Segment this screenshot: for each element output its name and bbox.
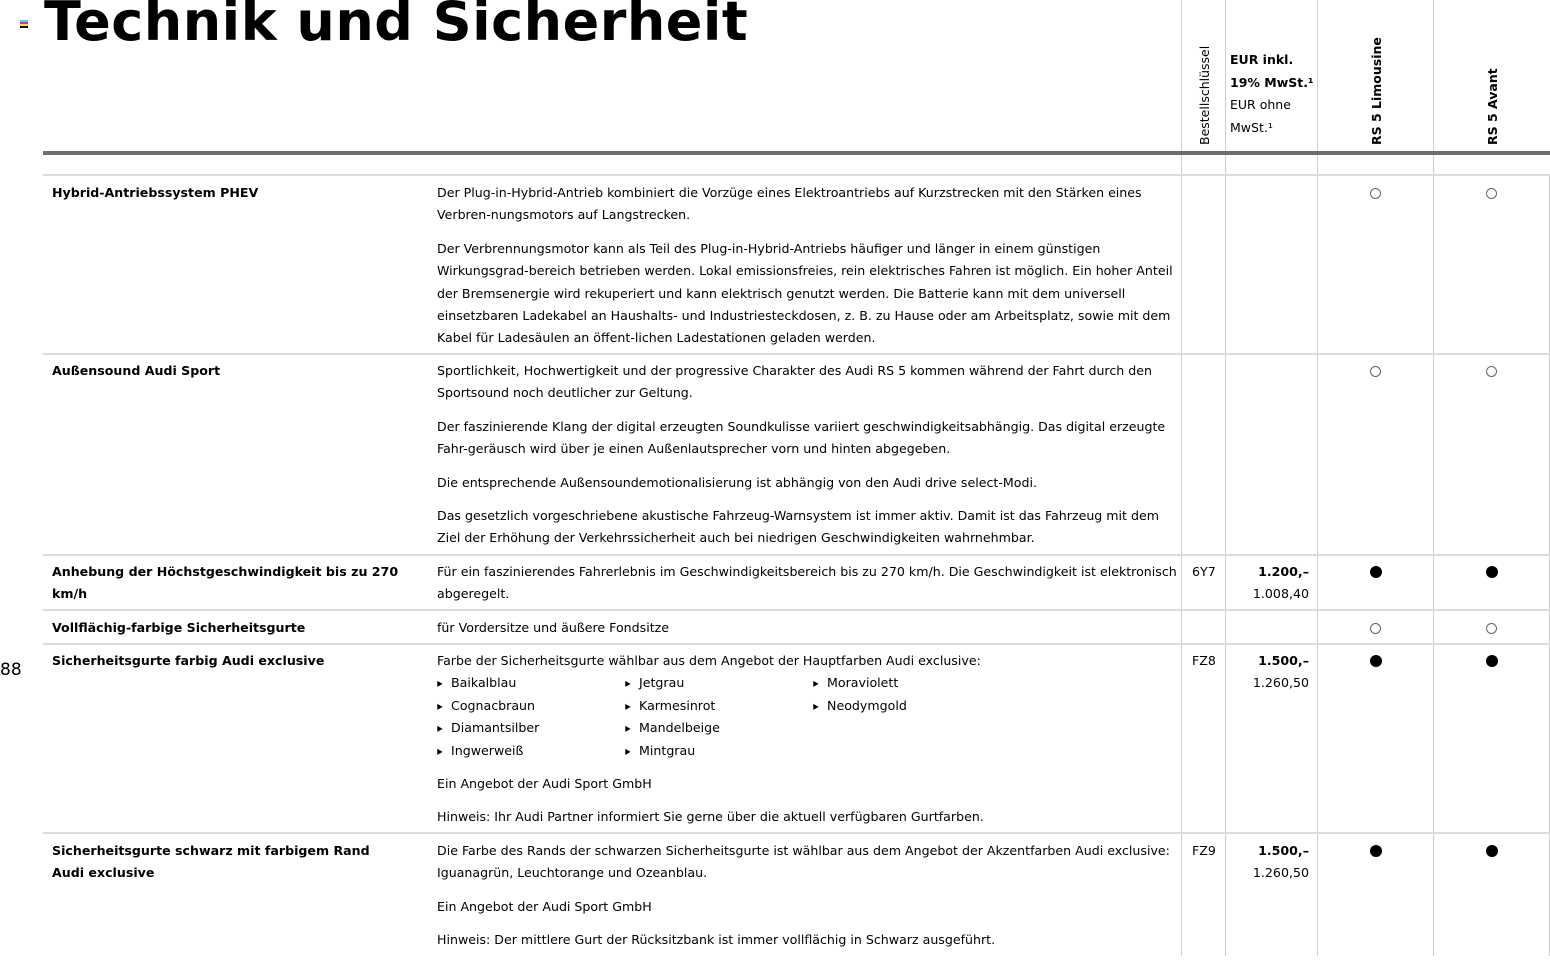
optional-circle-icon xyxy=(1486,623,1497,634)
description-paragraph: Die entsprechende Außensoundemotionalisierung ist abhängig von den Audi drive select-Modi. xyxy=(437,474,1037,490)
description-paragraph: Die Farbe des Rands der schwarzen Sicherheitsgurte ist wählbar aus dem Angebot der Akzentfarben Audi exclusive: Iguanagrün, Leuchtorange und Ozeanblau. xyxy=(437,843,1170,881)
price-excl-vat: 1.260,50 xyxy=(1252,865,1309,881)
feature-name: Sicherheitsgurte farbig Audi exclusive xyxy=(52,653,325,668)
column-divider xyxy=(1181,0,1182,956)
feature-description xyxy=(437,840,1177,963)
feature-name: Sicherheitsgurte schwarz mit farbigem Rand Audi exclusive xyxy=(52,843,370,881)
color-item: ▸ Mintgrau xyxy=(625,740,813,762)
price-incl-vat: 1.500,– xyxy=(1258,653,1309,668)
order-code: FZ9 xyxy=(1192,843,1216,858)
description-paragraph: Der Plug-in-Hybrid-Antrieb kombiniert die Vorzüge eines Elektroantriebs auf Kurzstrecken mit den Stärken eines Verbren-nungsmotors auf Langstrecken. xyxy=(437,185,1142,223)
page-title: Technik und Sicherheit xyxy=(44,0,749,53)
color-list xyxy=(437,672,1177,762)
standard-dot-icon xyxy=(1486,655,1498,667)
feature-description xyxy=(437,650,1177,840)
feature-description xyxy=(437,561,1177,617)
color-item: ▸ Baikalblau xyxy=(437,672,625,694)
feature-description xyxy=(437,182,1177,361)
description-paragraph: Der faszinierende Klang der digital erzeugten Soundkulisse variiert geschwindigkeitsabhängig. Das digital erzeugte Fahr-geräusch wird über je einen Außenlautsprecher vorn und hinten abgegeben. xyxy=(437,418,1166,457)
price-excl-vat: 1.008,40 xyxy=(1252,586,1309,602)
color-item: ▸ Mandelbeige xyxy=(625,717,813,739)
color-item: ▸ Ingwerweiß xyxy=(437,740,625,762)
price-incl-vat: 1.500,– xyxy=(1258,843,1309,858)
feature-description xyxy=(437,617,1177,650)
optional-circle-icon xyxy=(1370,366,1381,377)
feature-name: Anhebung der Höchstgeschwindigkeit bis zu 270 km/h xyxy=(52,564,399,602)
description-paragraph: Hinweis: Der mittlere Gurt der Rücksitzbank ist immer vollflächig in Schwarz ausgeführt. xyxy=(437,932,996,948)
column-divider xyxy=(1225,0,1226,956)
header-model-avant: RS 5 Avant xyxy=(1485,68,1500,145)
header-order-key: Bestellschlüssel xyxy=(1197,45,1212,145)
color-item: ▸ Moraviolett xyxy=(813,672,1001,694)
feature-name: Vollflächig-farbige Sicherheitsgurte xyxy=(52,620,306,635)
color-item: ▸ Jetgrau xyxy=(625,672,813,694)
description-paragraph: Der Verbrennungsmotor kann als Teil des Plug-in-Hybrid-Antriebs häufiger und länger in einem günstigen Wirkungsgrad-bereich betrieben werden. Lokal emissionsfreies, rein elektrisches Fahren ist möglich. Ein hoher Anteil der Bremsenergie wird rekuperiert und kann elektrisch genutzt werden. Die Batterie kann mit dem universell einsetzbaren Ladekabel an Haushalts- und Industriesteckdosen, z. B. zu Hause oder am Arbeitsplatz, sowie mit dem Kabel für Ladesäulen an öffent-lichen Ladestationen geladen werden. xyxy=(437,240,1173,346)
header-price-excl-2: MwSt.¹ xyxy=(1230,119,1273,135)
header-price-incl-1: EUR inkl. xyxy=(1230,52,1294,67)
header-model-limousine: RS 5 Limousine xyxy=(1369,37,1384,145)
order-code: FZ8 xyxy=(1192,653,1216,668)
column-divider xyxy=(1433,0,1434,956)
print-color-mark-icon xyxy=(20,20,28,28)
color-item: ▸ Karmesinrot xyxy=(625,695,813,717)
description-paragraph: Sportlichkeit, Hochwertigkeit und der progressive Charakter des Audi RS 5 kommen während der Fahrt durch den Sportsound noch deutlicher zur Geltung. xyxy=(437,363,1152,401)
description-paragraph: für Vordersitze und äußere Fondsitze xyxy=(437,620,669,635)
price-incl-vat: 1.200,– xyxy=(1258,564,1309,579)
optional-circle-icon xyxy=(1486,366,1497,377)
description-paragraph: Hinweis: Ihr Audi Partner informiert Sie gerne über die aktuell verfügbaren Gurtfarben. xyxy=(437,809,984,825)
standard-dot-icon xyxy=(1370,566,1382,578)
price-cell xyxy=(1227,561,1309,606)
row-divider xyxy=(43,174,1550,176)
price-cell xyxy=(1227,840,1309,885)
feature-description xyxy=(437,360,1177,561)
description-paragraph: Ein Angebot der Audi Sport GmbH xyxy=(437,775,652,791)
page-number: 88 xyxy=(0,660,22,680)
standard-dot-icon xyxy=(1370,655,1382,667)
description-paragraph: Für ein faszinierendes Fahrerlebnis im Geschwindigkeitsbereich bis zu 270 km/h. Die Geschwindigkeit ist elektronisch abgeregelt. xyxy=(437,564,1177,602)
header-price-incl-2: 19% MwSt.¹ xyxy=(1230,74,1314,90)
column-divider xyxy=(1317,0,1318,956)
standard-dot-icon xyxy=(1486,566,1498,578)
header-price xyxy=(1230,49,1313,139)
optional-circle-icon xyxy=(1370,623,1381,634)
price-excl-vat: 1.260,50 xyxy=(1252,675,1309,691)
description-paragraph: Ein Angebot der Audi Sport GmbH xyxy=(437,898,652,914)
color-item: ▸ Neodymgold xyxy=(813,695,1001,717)
description-paragraph: Farbe der Sicherheitsgurte wählbar aus dem Angebot der Hauptfarben Audi exclusive: xyxy=(437,653,981,668)
color-item: ▸ Cognacbraun xyxy=(437,695,625,717)
order-code: 6Y7 xyxy=(1192,564,1216,579)
feature-name: Hybrid-Antriebssystem PHEV xyxy=(52,185,259,200)
color-item: ▸ Diamantsilber xyxy=(437,717,625,739)
header-rule xyxy=(43,151,1550,155)
optional-circle-icon xyxy=(1370,188,1381,199)
description-paragraph: Das gesetzlich vorgeschriebene akustische Fahrzeug-Warnsystem ist immer aktiv. Damit ist das Fahrzeug mit dem Ziel der Erhöhung der Verkehrssicherheit auch bei niedrigen Geschwindigkeiten wahrnehmbar. xyxy=(437,508,1160,546)
optional-circle-icon xyxy=(1486,188,1497,199)
standard-dot-icon xyxy=(1370,845,1382,857)
feature-name: Außensound Audi Sport xyxy=(52,363,221,378)
standard-dot-icon xyxy=(1486,845,1498,857)
price-cell xyxy=(1227,650,1309,695)
header-price-excl-1: EUR ohne xyxy=(1230,97,1291,112)
